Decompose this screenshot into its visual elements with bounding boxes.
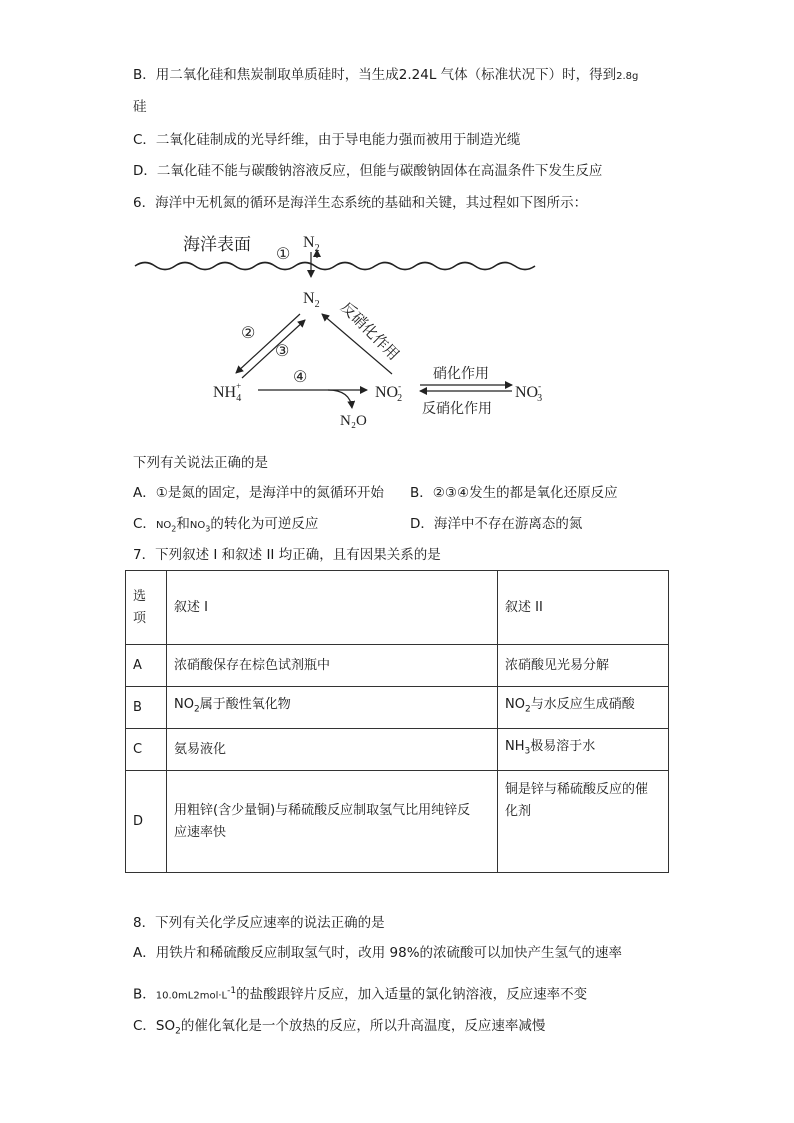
- step2-arrow: [236, 314, 300, 373]
- table-header-row: [126, 571, 669, 645]
- sea-surface-label: 海洋表面: [183, 235, 251, 255]
- q6-option-c: C．$NO_2$和$NO_3$的转化为可逆反应: [133, 516, 319, 534]
- header-option: 选 项: [126, 571, 167, 645]
- q8-stem: 8．下列有关化学反应速率的说法正确的是: [133, 915, 385, 931]
- q6-stem: 6．海洋中无机氮的循环是海洋生态系统的基础和关键，其过程如下图所示：: [133, 195, 588, 211]
- no2-species: NO-2: [375, 381, 403, 404]
- sea-surface-wave: [135, 263, 535, 270]
- q8-option-c: C．$SO_2$的催化氧化是一个放热的反应，所以升高温度，反应速率减慢: [133, 1018, 546, 1037]
- n2-lower: $N_2$: [303, 290, 320, 310]
- n2o-species: N₂O: [340, 413, 367, 429]
- nh4-species: NH+ 4: [213, 381, 242, 404]
- nitrification-label: 硝化作用: [433, 366, 489, 382]
- header-statement-2: 叙述 II: [498, 571, 669, 645]
- table-row: C 氨易液化 $NH_3$极易溶于水: [126, 729, 669, 771]
- step1-label: ①: [276, 246, 291, 263]
- q6-prompt: 下列有关说法正确的是: [133, 455, 268, 471]
- table-row: A 浓硝酸保存在棕色试剂瓶中 浓硝酸见光易分解: [126, 645, 669, 687]
- q5-option-b-cont: 硅: [133, 99, 147, 115]
- denitrification-diag-label: 反硝化作用: [337, 298, 403, 364]
- q6-option-b: B．②③④发生的都是氧化还原反应: [410, 485, 618, 501]
- n2-top: $N_2$: [303, 234, 320, 254]
- q5-mass: 2.8g: [616, 71, 639, 82]
- q6-option-d: D．海洋中不存在游离态的氮: [410, 516, 583, 532]
- header-statement-1: 叙述 I: [167, 571, 498, 645]
- q5-option-b: B．用二氧化硅和焦炭制取单质硅时，当生成2.24L 气体（标准状况下）时，得到2.8g: [133, 67, 639, 83]
- q7-stem: 7．下列叙述 I 和叙述 II 均正确，且有因果关系的是: [133, 547, 441, 563]
- denitrification-label: 反硝化作用: [422, 401, 492, 417]
- q5-option-d: D．二氧化硅不能与碳酸钠溶液反应，但能与碳酸钠固体在高温条件下发生反应: [133, 163, 603, 179]
- q5-option-c: C．二氧化硅制成的光导纤维，由于导电能力强而被用于制造光缆: [133, 132, 521, 148]
- no3-species: NO-3: [515, 381, 543, 404]
- step2-label: ②: [241, 325, 256, 342]
- q7-table: [125, 570, 669, 873]
- q6-option-a: A．①是氮的固定，是海洋中的氮循环开始: [133, 485, 384, 501]
- table-row: B $NO_2$属于酸性氧化物 $NO_2$与水反应生成硝酸: [126, 687, 669, 729]
- table-row: D 用粗锌(含少量铜)与稀硫酸反应制取氢气比用纯锌反 应速率快 铜是锌与稀硫酸反应的催 化剂: [126, 771, 669, 873]
- nitrogen-cycle-diagram: [130, 228, 550, 438]
- step3-label: ③: [275, 343, 290, 360]
- n2o-branch-arrow: [328, 390, 352, 408]
- step4-label: ④: [293, 369, 308, 386]
- q8-option-b: B．$10.0mL2mol\cdot L^{-1}$的盐酸跟锌片反应，加入适量的氯化钠溶液，反应速率不变: [133, 986, 588, 1003]
- q8-option-a: A．用铁片和稀硫酸反应制取氢气时，改用 98%的浓硫酸可以加快产生氢气的速率: [133, 945, 623, 961]
